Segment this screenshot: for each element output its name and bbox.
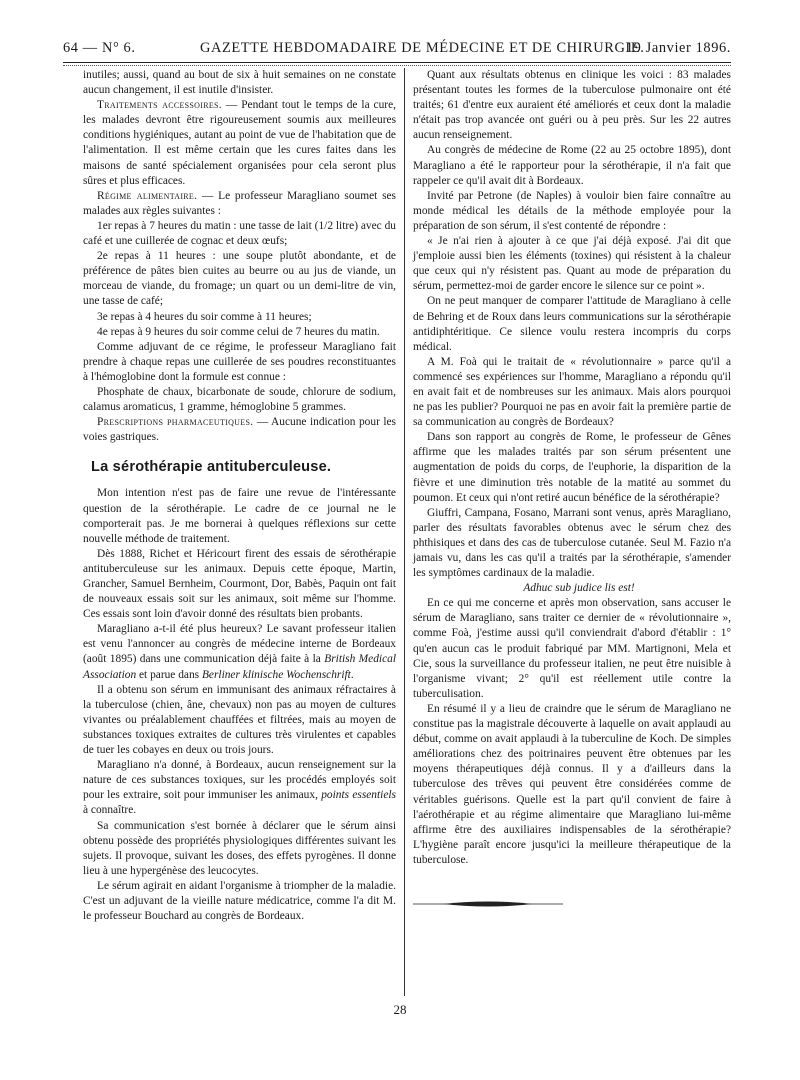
paragraph-heading: Prescriptions pharmaceutiques. [97,416,254,429]
paragraph-heading: Traitements accessoires. [97,99,222,112]
paragraph: 3e repas à 4 heures du soir comme à 11 heures; [97,310,312,323]
paragraph-text: — Pendant tout le temps de la cure, les malades devront être rigoureusement soumis aux meilleures conditions hygiéniques, autant au point de vue de l'habitation que de l'alimentation. Il est même certain que les cures faites dans les maisons de santé spécialement organisées pour cela seront plus sûres et plus efficaces. [83,99,397,187]
paragraph [83,622,396,682]
paragraph: Mon intention n'est pas de faire une revue de l'intéressante question de la sérothérapie. Le cadre de ce journal ne le comporterait pas. Je me bornerai à quelques réflexions sur cette nouvelle méthode de traitement. [83,487,396,545]
paragraph: Quant aux résultats obtenus en clinique les voici : 83 malades présentant toutes les formes de la tuberculose pulmonaire ont été traités; 61 d'entre eux auraient été améliorés et ceux dont la maladie n'était pas trop avancée ont guéri ou à peu près. Sur les 22 autres aucun renseignement. [413,69,731,142]
paragraph: Sa communication s'est bornée à déclarer que le sérum ainsi obtenu possède des propriétés physiologiques différentes suivant les sujets. Il provoque, suivant les doses, des effets pyrogènes. Il donne lieu à une hypergénèse des leucocytes. [83,819,396,877]
end-ornament-rule [413,900,563,908]
quotation: « Je n'ai rien à ajouter à ce que j'ai déjà exposé. J'ai dit que j'emploie aussi bien les éléments (toxines) qui résistent à la chaleur que ceux qui n'y résistent pas. Quant au mode de préparation du sérum, permettez-moi de garder encore le silence sur ce point ». [413,235,731,293]
paragraph [83,189,396,219]
header-rule [63,62,731,63]
issue-date: 19 Janvier 1896. [625,40,731,56]
right-column [413,68,731,913]
paragraph: Dans son rapport au congrès de Rome, le professeur de Gênes affirme que les malades traités par son sérum présentent une augmentation de poids du corps, de l'euphorie, la disparition de la fièvre et une diminution très notable de la matité au sommet du poumon. Et ceux qui n'ont retiré aucun bénéfice de la sérothérapie? [413,431,731,504]
paragraph: Invité par Petrone (de Naples) à vouloir bien faire connaître au monde médical les détails de la méthode employée pour la préparation de son sérum, il s'est contenté de répondre : [413,189,731,232]
paragraph: Phosphate de chaux, bicarbonate de soude, chlorure de sodium, calamus aromaticus, 1 gramme, hémoglobine 5 grammes. [83,385,396,414]
section-title: La sérothérapie antituberculeuse. [91,459,332,476]
paragraph: 2e repas à 11 heures : une soupe plutôt abondante, et de préférence de pâtes bien cuites au beurre ou au jus de viande, un morceau de viande, du fromage; un quart ou un demi-litre de vin, une tasse de café; [83,250,396,308]
paragraph [83,758,396,818]
paragraph-text: Maragliano n'a donné, à Bordeaux, aucun renseignement sur la nature de ces substances toxiques, sur les procédés employés soit pour les extraire, soit pour immuniser les animaux, [83,759,396,802]
page-number: 28 [393,1002,407,1017]
paragraph: 4e repas à 9 heures du soir comme celui de 7 heures du matin. [97,325,380,338]
left-column [83,68,396,924]
column-divider [404,68,405,996]
journal-title: GAZETTE HEBDOMADAIRE DE MÉDECINE ET DE CHIRURGIE. [200,40,645,56]
emphasis: points essentiels [321,789,396,802]
journal-name: Berliner klinische Wochenschrift [201,668,351,681]
latin-motto: Adhuc sub judice lis est! [523,582,635,595]
paragraph-text: Maragliano a-t-il été plus heureux? Le savant professeur italien est venu l'annoncer au congrès de médecine interne de Bordeaux (août 1895) dans une communication déjà faite à la [83,623,396,666]
paragraph: Au congrès de médecine de Rome (22 au 25 octobre 1895), dont Maragliano a été le rapporteur pour la sérothérapie, il n'a fait que rappeler ce qu'il avait dit à Bordeaux. [413,144,731,187]
running-header [63,40,731,60]
paragraph-text: — Aucune indication pour les voies gastriques. [83,416,396,444]
paragraph: Le sérum agirait en aidant l'organisme à triompher de la maladie. C'est un adjuvant de la vieille nature médicatrice, comme l'a dit M. le professeur Bouchard au congrès de Bordeaux. [83,879,396,923]
page-issue-label: 64 — N° 6. [63,40,136,56]
paragraph-text: — Le professeur Maragliano soumet ses malades aux règles suivantes : [83,189,396,217]
paragraph-text: à connaître. [83,804,137,817]
paragraph [83,98,396,189]
paragraph: 1er repas à 7 heures du matin : une tasse de lait (1/2 litre) avec du café et une cuillerée de cognac et deux œufs; [83,219,396,248]
paragraph-text: . [350,668,354,681]
paragraph: inutiles; aussi, quand au bout de six à huit semaines on ne constate aucun changement, il est inutile d'insister. [83,69,396,97]
header-dotted-rule [63,65,731,66]
journal-name: British Medical Association [83,653,396,681]
paragraph: Il a obtenu son sérum en immunisant des animaux réfractaires à la tuberculose (chien, âne, chevaux) non pas au moyen de cultures vivantes ou préalablement chauffées et filtrées, mais au moyen de substances toxiques extraites de cultures très virulentes et capables de tuer les cobayes en deux ou trois jours. [83,683,396,757]
paragraph-text: et parue dans [136,668,202,681]
paragraph: Giuffri, Campana, Fosano, Marrani sont venus, après Maragliano, parler des résultats favorables obtenus avec le sérum chez des phthisiques et dans des cas de tuberculose cutanée. Seul M. Fazio n'a jamais vu, dans les cas qu'il a traités par la sérothérapie, s'amender les symptômes cardinaux de la maladie. [413,506,731,580]
paragraph: A M. Foà qui le traitait de « révolutionnaire » parce qu'il a commencé ses expériences sur l'homme, Maragliano a répondu qu'il en avait fait et de nombreuses sur les animaux. Mais alors pourquoi ne pas les publier? Pourquoi ne pas en avoir fait la première partie de sa communication au congrès de Bordeaux? [413,355,731,429]
paragraph: Dès 1888, Richet et Héricourt firent des essais de sérothérapie antituberculeuse sur les animaux. Depuis cette époque, Martin, Grancher, Samuel Bernheim, Courmont, Dor, Babès, Paquin ont fait de nouveaux essais soit sur les animaux, soit même sur l'homme. Ces essais sont loin d'avoir donné des résultats bien probants. [83,547,396,621]
paragraph: En ce qui me concerne et après mon observation, sans accuser le sérum de Maragliano, sans traiter ce dernier de « révolutionnaire », comme Foà, j'estime aussi qu'il conviendrait d'abord d'établir : 1° qu'en aucun cas le produit fabriqué par MM. Martignoni, Mela et Cie, sous la surveillance du professeur italien, ne peut être nuisible à l'organisme vivant; 2° qu'il est réellement utile contre la tuberculisation. [413,597,731,700]
paragraph [83,415,396,445]
paragraph: En résumé il y a lieu de craindre que le sérum de Maragliano ne constitue pas la magistrale découverte à laquelle on avait applaudi au début, comme on avait applaudi à la tuberculine de Koch. De simples améliorations chez des poitrinaires peuvent être obtenues par les moyens thérapeutiques déjà connus. Il y a d'ailleurs dans la tuberculose des trêves qui peuvent être considérées comme de véritables guérisons. Quelle est la part qu'il convient de faire à l'aérothérapie et au régime alimentaire que Maragliano lui-même affirme être des auxiliaires indispensables de la sérothérapie? L'hygiène paraît encore jusqu'ici la meilleure thérapeutique de la tuberculose. [413,702,731,866]
paragraph: On ne peut manquer de comparer l'attitude de Maragliano à celle de Behring et de Roux dans leurs communications sur la sérothérapie antidiphtéritique. Ce silence voulu restera incompris du corps médical. [413,295,731,353]
paragraph-heading: Régime alimentaire. [97,189,198,202]
paragraph: Comme adjuvant de ce régime, le professeur Maragliano fait prendre à chaque repas une cuillerée de ses poudres reconstituantes à l'hémoglobine dont la formule est connue : [83,340,396,383]
